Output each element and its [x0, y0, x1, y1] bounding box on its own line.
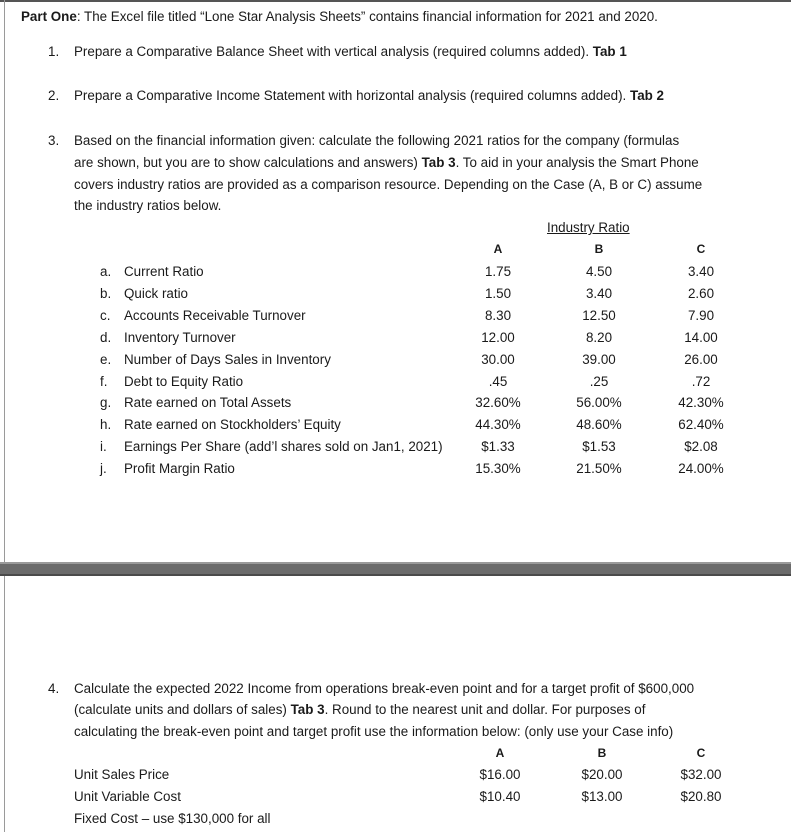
ratio-value-a: 1.75 [484, 264, 512, 279]
item-4-line-2a: (calculate units and dollars of sales) [74, 702, 287, 717]
ratio-value-a: 15.30% [475, 461, 521, 476]
be-row-a: $10.40 [479, 789, 521, 804]
ratio-value-a: $1.33 [481, 439, 515, 454]
ratio-letter: f. [100, 374, 108, 389]
industry-ratio-header: Industry Ratio [547, 220, 630, 235]
ratio-value-b: 21.50% [576, 461, 622, 476]
ratio-value-a: .45 [488, 374, 508, 389]
part-one-label: Part One [21, 9, 77, 24]
ratio-value-b: 48.60% [576, 417, 622, 432]
item-2 [74, 88, 664, 103]
ratio-value-c: 3.40 [687, 264, 715, 279]
item-3-line-3: covers industry ratios are provided as a comparison resource. Depending on the Case (A, B or C) assume [74, 177, 703, 192]
item-4-line-1: Calculate the expected 2022 Income from operations break-even point and for a target profit of $600,000 [74, 681, 695, 696]
left-border [4, 0, 5, 832]
ratio-letter: b. [100, 286, 112, 301]
ratio-letter: a. [100, 264, 112, 279]
ratio-label: Earnings Per Share (add’l shares sold on Jan1, 2021) [124, 439, 443, 454]
ratio-label: Quick ratio [124, 286, 188, 301]
ratio-label: Current Ratio [124, 264, 204, 279]
ratio-value-b: 3.40 [585, 286, 613, 301]
ratio-value-a: 32.60% [475, 395, 521, 410]
ratio-value-b: 56.00% [576, 395, 622, 410]
ratio-label: Inventory Turnover [124, 330, 236, 345]
ratio-value-a: 44.30% [475, 417, 521, 432]
top-border [0, 0, 791, 2]
ratio-label: Rate earned on Stockholders’ Equity [124, 417, 341, 432]
ratio-value-c: 26.00 [684, 352, 718, 367]
item-1-number: 1. [48, 44, 60, 59]
item-2-text: Prepare a Comparative Income Statement with horizontal analysis (required columns added). [74, 88, 627, 103]
ratio-value-b: $1.53 [582, 439, 616, 454]
ratio-value-a: 30.00 [481, 352, 515, 367]
be-row-a: $16.00 [479, 767, 521, 782]
ratio-value-c: 62.40% [678, 417, 724, 432]
item-1-tab: Tab 1 [592, 44, 627, 59]
ratio-value-a: 1.50 [484, 286, 512, 301]
be-row-label: Unit Variable Cost [74, 789, 181, 804]
ratio-label: Profit Margin Ratio [124, 461, 235, 476]
part-one-heading [21, 9, 658, 24]
be-row-b: $13.00 [581, 789, 623, 804]
be-row-b: $20.00 [581, 767, 623, 782]
ratio-value-c: 42.30% [678, 395, 724, 410]
part-one-text: : The Excel file titled “Lone Star Analysis Sheets” contains financial information for 2021 and 2020. [76, 9, 658, 24]
ratio-value-b: 39.00 [582, 352, 616, 367]
item-3-tab: Tab 3 [421, 155, 456, 170]
item-3-line-2a: are shown, but you are to show calculations and answers) [74, 155, 418, 170]
item-4-tab: Tab 3 [290, 702, 325, 717]
item-3-line-1: Based on the financial information given: calculate the following 2021 ratios for the company (formulas [74, 133, 680, 148]
ratio-value-c: 2.60 [687, 286, 715, 301]
item-4-line-2 [74, 702, 645, 717]
item-4-line-2b: . Round to the nearest unit and dollar. For purposes of [324, 702, 646, 717]
ratio-value-b: 12.50 [582, 308, 616, 323]
ratio-letter: d. [100, 330, 112, 345]
ratio-letter: g. [100, 395, 112, 410]
ratio-letter: i. [100, 439, 107, 454]
item-3-line-4: the industry ratios below. [74, 198, 222, 213]
section-separator [0, 562, 791, 576]
be-row-c: $20.80 [680, 789, 722, 804]
ratio-value-b: 4.50 [585, 264, 613, 279]
ratio-label: Rate earned on Total Assets [124, 395, 292, 410]
ratio-value-a: 12.00 [481, 330, 515, 345]
ratio-label: Number of Days Sales in Inventory [124, 352, 331, 367]
ratio-label: Accounts Receivable Turnover [124, 308, 306, 323]
ratio-value-a: 8.30 [484, 308, 512, 323]
be-col-a-header: A [495, 746, 505, 760]
ratio-value-c: 14.00 [684, 330, 718, 345]
ratio-col-a-header: A [493, 242, 503, 256]
ratio-letter: c. [100, 308, 111, 323]
item-1 [74, 44, 627, 59]
be-row-c: $32.00 [680, 767, 722, 782]
ratio-value-c: $2.08 [684, 439, 718, 454]
ratio-value-b: .25 [589, 374, 609, 389]
ratio-letter: j. [100, 461, 107, 476]
ratio-col-b-header: B [594, 242, 604, 256]
item-4-line-3: calculating the break-even point and target profit use the information below: (only use your Case info) [74, 724, 674, 739]
ratio-value-c: 7.90 [687, 308, 715, 323]
ratio-value-c: .72 [691, 374, 711, 389]
item-3-line-2 [74, 155, 699, 170]
ratio-letter: e. [100, 352, 112, 367]
item-3-line-2b: . To aid in your analysis the Smart Phone [455, 155, 699, 170]
item-4-number: 4. [48, 681, 60, 696]
ratio-value-b: 8.20 [585, 330, 613, 345]
item-2-tab: Tab 2 [630, 88, 664, 103]
ratio-value-c: 24.00% [678, 461, 724, 476]
item-3-number: 3. [48, 133, 60, 148]
be-col-b-header: B [597, 746, 607, 760]
ratio-col-c-header: C [696, 242, 706, 256]
item-2-number: 2. [48, 88, 60, 103]
fixed-cost-note: Fixed Cost – use $130,000 for all [74, 811, 271, 826]
ratio-letter: h. [100, 417, 112, 432]
be-col-c-header: C [696, 746, 706, 760]
be-row-label: Unit Sales Price [74, 767, 170, 782]
ratio-label: Debt to Equity Ratio [124, 374, 244, 389]
item-1-text: Prepare a Comparative Balance Sheet with vertical analysis (required columns added). [74, 44, 590, 59]
